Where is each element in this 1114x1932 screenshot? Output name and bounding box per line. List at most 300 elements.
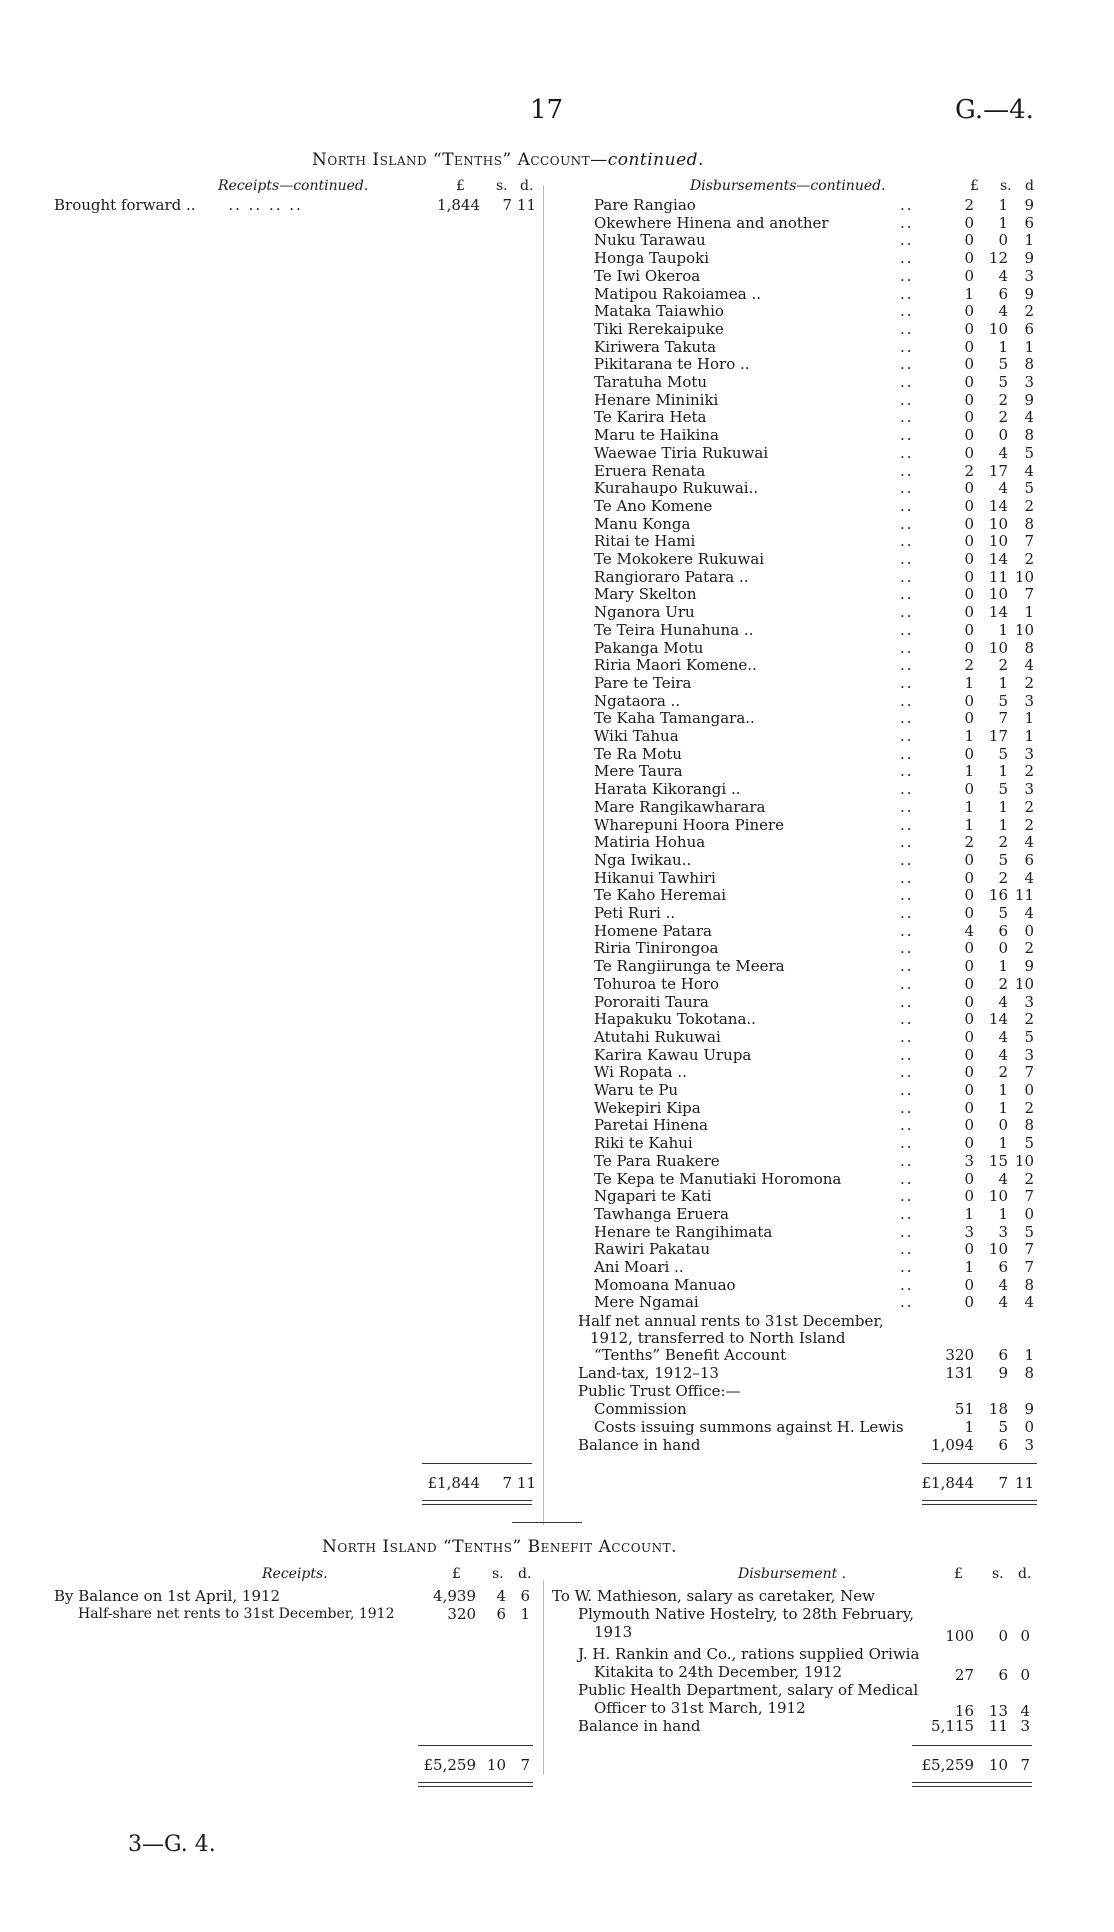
amount-shillings: 1 <box>998 621 1008 639</box>
amount-pence: 0 <box>1024 922 1034 940</box>
payee-name: Nuku Tarawau <box>594 231 706 249</box>
amount-pence: 4 <box>1024 869 1034 887</box>
amount-pounds: 0 <box>964 568 974 586</box>
total-pence: 11 <box>516 1474 536 1492</box>
amount-pounds: 320 <box>945 1346 974 1364</box>
leader-dots: .. <box>900 231 914 249</box>
payee-name: Mare Rangikawharara <box>594 798 766 816</box>
page-footer: 3—G. 4. <box>128 1832 216 1857</box>
amount-pounds: 16 <box>954 1702 974 1720</box>
total-double-rule-left <box>422 1500 532 1505</box>
amount-shillings: 9 <box>998 1364 1008 1382</box>
amount-pounds: 0 <box>964 975 974 993</box>
payee-name: Wi Ropata .. <box>594 1063 687 1081</box>
amount-pounds: 4 <box>964 922 974 940</box>
amount-pence: 10 <box>1014 621 1034 639</box>
amount-pounds: 1 <box>964 285 974 303</box>
total-shillings: 7 <box>998 1474 1008 1492</box>
amount-shillings: 4 <box>998 267 1008 285</box>
amount-pounds: 0 <box>964 1099 974 1117</box>
amount-pence: 2 <box>1024 939 1034 957</box>
amount-pounds: 0 <box>964 515 974 533</box>
amount-pence: 2 <box>1024 798 1034 816</box>
amount-shillings: 1 <box>998 1205 1008 1223</box>
total-pence: 7 <box>1020 1756 1030 1774</box>
leader-dots: .. <box>900 957 914 975</box>
amount-shillings: 5 <box>998 780 1008 798</box>
amount-shillings: 11 <box>988 1717 1008 1735</box>
total-pence: 7 <box>520 1756 530 1774</box>
amount-pounds: 0 <box>964 391 974 409</box>
leader-dots: .. <box>900 1205 914 1223</box>
amount-pounds: 1 <box>964 1258 974 1276</box>
amount-pence: 8 <box>1024 639 1034 657</box>
amount-pence: 1 <box>1024 709 1034 727</box>
amount-pence: 2 <box>1024 1099 1034 1117</box>
payee-name: Paretai Hinena <box>594 1116 708 1134</box>
amount-shillings: 6 <box>998 285 1008 303</box>
amount-pence: 6 <box>520 1587 530 1605</box>
leader-dots: .. <box>900 1063 914 1081</box>
amount-shillings: 5 <box>998 851 1008 869</box>
col-pounds: £ <box>456 178 465 194</box>
amount-pounds: 1 <box>964 1418 974 1436</box>
amount-pence: 8 <box>1024 1276 1034 1294</box>
amount-pence: 9 <box>1024 196 1034 214</box>
payee-name: Atutahi Rukuwai <box>594 1028 721 1046</box>
leader-dots: .. <box>900 692 914 710</box>
amount-pence: 8 <box>1024 1364 1034 1382</box>
leader-dots: .. <box>900 1170 914 1188</box>
amount-pounds: 3 <box>964 1152 974 1170</box>
title-part: Account— <box>517 150 608 170</box>
amount-pounds: 0 <box>964 1010 974 1028</box>
payee-name: Te Teira Hunahuna .. <box>594 621 754 639</box>
leader-dots: .. <box>900 1134 914 1152</box>
amount-pounds: 1 <box>964 1205 974 1223</box>
page-number: 17 <box>530 95 564 125</box>
leader-dots: .. <box>900 444 914 462</box>
amount-pounds: 0 <box>964 214 974 232</box>
amount-pence: 1 <box>1024 1346 1034 1364</box>
amount-shillings: 2 <box>998 391 1008 409</box>
leader-dots: .. <box>900 1258 914 1276</box>
amount-shillings: 14 <box>988 1010 1008 1028</box>
amount-pence: 0 <box>1024 1205 1034 1223</box>
amount-pounds: 0 <box>964 1276 974 1294</box>
benefit-disbursement-header: Disbursement . <box>738 1566 847 1582</box>
amount-shillings: 17 <box>988 727 1008 745</box>
amount-pence: 6 <box>1024 214 1034 232</box>
costs-label: Costs issuing summons against H. Lewis <box>594 1418 904 1436</box>
amount-pence: 1 <box>1024 727 1034 745</box>
amount-pounds: 0 <box>964 621 974 639</box>
amount-shillings: 5 <box>998 1418 1008 1436</box>
column-divider <box>543 1580 544 1775</box>
total-shillings: 10 <box>486 1756 506 1774</box>
benefit-d3-line-2: Officer to 31st March, 1912 <box>594 1699 806 1717</box>
amount-pounds: 0 <box>964 532 974 550</box>
amount-pounds: 0 <box>964 639 974 657</box>
payee-name: Tiki Rerekaipuke <box>594 320 724 338</box>
amount-pence: 9 <box>1024 249 1034 267</box>
amount-pence: 7 <box>1024 532 1034 550</box>
amount-pence: 11 <box>1014 886 1034 904</box>
amount-shillings: 10 <box>988 515 1008 533</box>
amount-shillings: 6 <box>496 1605 506 1623</box>
public-trust-office-label: Public Trust Office:— <box>578 1382 741 1400</box>
amount-pence: 10 <box>1014 568 1034 586</box>
land-tax-label: Land-tax, 1912–13 <box>578 1364 719 1382</box>
total-pounds: £1,844 <box>921 1474 974 1492</box>
amount-pounds: 0 <box>964 1081 974 1099</box>
amount-pounds: 0 <box>964 603 974 621</box>
amount-pence: 4 <box>1020 1702 1030 1720</box>
payee-name: Honga Taupoki <box>594 249 710 267</box>
amount-shillings: 4 <box>998 1293 1008 1311</box>
amount-pence: 1 <box>1024 231 1034 249</box>
amount-pounds: 131 <box>945 1364 974 1382</box>
leader-dots: .. <box>900 1152 914 1170</box>
receipt-pounds: 1,844 <box>437 196 480 214</box>
amount-shillings: 4 <box>998 302 1008 320</box>
leader-dots: .. <box>900 355 914 373</box>
leader-dots: .. <box>900 833 914 851</box>
leader-dots: .. <box>900 285 914 303</box>
leader-dots: .. <box>900 922 914 940</box>
amount-pence: 5 <box>1024 444 1034 462</box>
half-rents-line-2: 1912, transferred to North Island <box>590 1329 846 1347</box>
payee-name: Riria Tinirongoa <box>594 939 719 957</box>
amount-shillings: 1 <box>998 1134 1008 1152</box>
leader-dots: .. <box>900 621 914 639</box>
total-pounds: £5,259 <box>921 1756 974 1774</box>
amount-pence: 6 <box>1024 851 1034 869</box>
amount-pence: 4 <box>1024 462 1034 480</box>
amount-pounds: 0 <box>964 550 974 568</box>
amount-pence: 8 <box>1024 355 1034 373</box>
leader-dots: .. <box>900 975 914 993</box>
amount-shillings: 6 <box>998 1666 1008 1684</box>
amount-shillings: 1 <box>998 762 1008 780</box>
amount-pounds: 1 <box>964 727 974 745</box>
leader-dots: .. <box>900 1223 914 1241</box>
amount-pence: 7 <box>1024 585 1034 603</box>
amount-pence: 8 <box>1024 1116 1034 1134</box>
payee-name: Ngataora .. <box>594 692 681 710</box>
benefit-d4-label: Balance in hand <box>578 1717 701 1735</box>
payee-name: Te Karira Heta <box>594 408 707 426</box>
leader-dots: .. <box>900 762 914 780</box>
benefit-receipts-header: Receipts. <box>262 1566 328 1582</box>
leader-dots: .. <box>900 214 914 232</box>
leader-dots: .. <box>900 338 914 356</box>
leader-dots: .. <box>900 1099 914 1117</box>
amount-shillings: 2 <box>998 869 1008 887</box>
benefit-account-title <box>322 1537 677 1557</box>
amount-shillings: 2 <box>998 975 1008 993</box>
amount-pence: 5 <box>1024 1134 1034 1152</box>
payee-name: Hapakuku Tokotana.. <box>594 1010 756 1028</box>
benefit-d2-line-1: J. H. Rankin and Co., rations supplied Oriwia <box>578 1645 920 1663</box>
amount-pence: 0 <box>1020 1666 1030 1684</box>
amount-pounds: 0 <box>964 886 974 904</box>
benefit-total-rule-right <box>912 1745 1032 1746</box>
amount-shillings: 10 <box>988 639 1008 657</box>
leader-dots: .. <box>900 993 914 1011</box>
amount-pounds: 0 <box>964 692 974 710</box>
amount-pounds: 0 <box>964 249 974 267</box>
payee-name: Okewhere Hinena and another <box>594 214 829 232</box>
amount-shillings: 5 <box>998 692 1008 710</box>
amount-pence: 4 <box>1024 1293 1034 1311</box>
amount-shillings: 18 <box>988 1400 1008 1418</box>
amount-shillings: 1 <box>998 214 1008 232</box>
payee-name: Pare te Teira <box>594 674 692 692</box>
amount-shillings: 1 <box>998 816 1008 834</box>
leader-dots: .. <box>900 939 914 957</box>
leader-dots: .. <box>900 426 914 444</box>
leader-dots: .. <box>900 816 914 834</box>
payee-name: Waru te Pu <box>594 1081 679 1099</box>
amount-shillings: 10 <box>988 532 1008 550</box>
benefit-total-double-rule-left <box>418 1782 533 1787</box>
leader-dots: .. <box>900 373 914 391</box>
col-shillings: s. <box>992 1566 1004 1582</box>
amount-shillings: 4 <box>998 993 1008 1011</box>
amount-pence: 1 <box>1024 603 1034 621</box>
amount-shillings: 4 <box>998 1276 1008 1294</box>
amount-shillings: 0 <box>998 426 1008 444</box>
amount-shillings: 2 <box>998 833 1008 851</box>
payee-name: Wekepiri Kipa <box>594 1099 701 1117</box>
amount-pounds: 2 <box>964 656 974 674</box>
balance-label: Balance in hand <box>578 1436 701 1454</box>
leader-dots: .. <box>900 1010 914 1028</box>
benefit-d1-line-2: Plymouth Native Hostelry, to 28th February, <box>578 1605 915 1623</box>
payee-name: Tohuroa te Horo <box>594 975 720 993</box>
amount-pounds: 0 <box>964 1046 974 1064</box>
commission-label: Commission <box>594 1400 687 1418</box>
amount-shillings: 0 <box>998 939 1008 957</box>
amount-pounds: 0 <box>964 373 974 391</box>
amount-shillings: 10 <box>988 1187 1008 1205</box>
title-part: North Island <box>312 150 428 170</box>
amount-pence: 3 <box>1024 692 1034 710</box>
amount-shillings: 5 <box>998 373 1008 391</box>
amount-shillings: 1 <box>998 196 1008 214</box>
amount-shillings: 0 <box>998 1627 1008 1645</box>
payee-name: Nganora Uru <box>594 603 695 621</box>
payee-name: Harata Kikorangi .. <box>594 780 741 798</box>
leader-dots: .. <box>900 798 914 816</box>
leader-dots: .. <box>900 408 914 426</box>
payee-name: Henare te Rangihimata <box>594 1223 773 1241</box>
payee-name: Te Mokokere Rukuwai <box>594 550 765 568</box>
amount-pence: 8 <box>1024 426 1034 444</box>
amount-shillings: 1 <box>998 674 1008 692</box>
amount-shillings: 5 <box>998 745 1008 763</box>
amount-pounds: 0 <box>964 585 974 603</box>
amount-pence: 4 <box>1024 833 1034 851</box>
amount-pence: 3 <box>1024 993 1034 1011</box>
payee-name: Pikitarana te Horo .. <box>594 355 750 373</box>
amount-shillings: 6 <box>998 1346 1008 1364</box>
amount-pence: 1 <box>520 1605 530 1623</box>
leader-dots: .. <box>900 780 914 798</box>
leader-dots: .. <box>900 462 914 480</box>
benefit-d2-line-2: Kitakita to 24th December, 1912 <box>594 1663 843 1681</box>
payee-name: Kurahaupo Rukuwai.. <box>594 479 759 497</box>
title-part: continued. <box>607 150 704 170</box>
payee-name: Karira Kawau Urupa <box>594 1046 752 1064</box>
amount-pounds: 0 <box>964 355 974 373</box>
leader-dots: .. <box>900 727 914 745</box>
leader-dots: .. <box>900 302 914 320</box>
amount-shillings: 5 <box>998 904 1008 922</box>
amount-pence: 2 <box>1024 762 1034 780</box>
payee-name: Te Ra Motu <box>594 745 682 763</box>
leader-dots: .. <box>900 1276 914 1294</box>
title-part: “Tenths” <box>433 150 512 170</box>
amount-pence: 3 <box>1024 373 1034 391</box>
amount-pounds: 0 <box>964 479 974 497</box>
amount-pounds: 27 <box>954 1666 974 1684</box>
amount-shillings: 13 <box>988 1702 1008 1720</box>
amount-pence: 9 <box>1024 1400 1034 1418</box>
col-pounds: £ <box>452 1566 461 1582</box>
payee-name: Te Kaha Tamangara.. <box>594 709 755 727</box>
payee-name: Te Ano Komene <box>594 497 713 515</box>
benefit-receipt-1-label: By Balance on 1st April, 1912 <box>54 1587 281 1605</box>
benefit-d1-line-3: 1913 <box>594 1623 633 1641</box>
leader-dots: .. <box>900 550 914 568</box>
payee-name: Pororaiti Taura <box>594 993 709 1011</box>
payee-name: Mere Ngamai <box>594 1293 699 1311</box>
amount-pence: 5 <box>1024 479 1034 497</box>
amount-pounds: 0 <box>964 426 974 444</box>
leader-dots: .. <box>900 515 914 533</box>
amount-pounds: 0 <box>964 267 974 285</box>
amount-pence: 1 <box>1024 338 1034 356</box>
half-rents-line-1: Half net annual rents to 31st December, <box>578 1312 884 1330</box>
amount-pounds: 0 <box>964 408 974 426</box>
amount-pounds: 1 <box>964 798 974 816</box>
col-pounds: £ <box>954 1566 963 1582</box>
receipt-label: Brought forward .. <box>54 196 196 214</box>
payee-name: Rangioraro Patara .. <box>594 568 749 586</box>
payee-name: Wiki Tahua <box>594 727 679 745</box>
amount-shillings: 1 <box>998 798 1008 816</box>
payee-name: Rawiri Pakatau <box>594 1240 710 1258</box>
leader-dots: .. <box>900 1028 914 1046</box>
amount-shillings: 2 <box>998 1063 1008 1081</box>
total-pounds: £1,844 <box>427 1474 480 1492</box>
payee-name: Matipou Rakoiamea .. <box>594 285 761 303</box>
amount-pounds: 320 <box>447 1605 476 1623</box>
payee-name: Riki te Kahui <box>594 1134 693 1152</box>
amount-shillings: 10 <box>988 585 1008 603</box>
amount-shillings: 1 <box>998 1081 1008 1099</box>
col-pence: d. <box>520 178 534 194</box>
leader-dots: .. <box>900 674 914 692</box>
title-part: North Island <box>322 1537 438 1557</box>
amount-pence: 10 <box>1014 1152 1034 1170</box>
amount-pounds: 4,939 <box>433 1587 476 1605</box>
amount-pence: 2 <box>1024 1010 1034 1028</box>
amount-pounds: 0 <box>964 1134 974 1152</box>
amount-pounds: 1 <box>964 674 974 692</box>
half-rents-line-3: “Tenths” Benefit Account <box>594 1346 787 1364</box>
benefit-receipt-2-label: Half-share net rents to 31st December, 1912 <box>78 1606 395 1622</box>
leader-dots: .. <box>900 267 914 285</box>
amount-shillings: 5 <box>998 355 1008 373</box>
amount-pounds: 0 <box>964 320 974 338</box>
amount-pence: 5 <box>1024 1028 1034 1046</box>
tenths-account-title <box>312 150 704 170</box>
amount-pence: 4 <box>1024 408 1034 426</box>
leader-dots: .. <box>900 1116 914 1134</box>
amount-pounds: 0 <box>964 1187 974 1205</box>
amount-shillings: 6 <box>998 1436 1008 1454</box>
amount-pounds: 0 <box>964 993 974 1011</box>
leader-dots: .. <box>900 851 914 869</box>
leader-dots: .. <box>900 1240 914 1258</box>
amount-pounds: 5,115 <box>931 1717 974 1735</box>
amount-shillings: 4 <box>998 1046 1008 1064</box>
payee-name: Maru te Haikina <box>594 426 719 444</box>
amount-shillings: 2 <box>998 408 1008 426</box>
payee-name: Pakanga Motu <box>594 639 704 657</box>
amount-pence: 2 <box>1024 674 1034 692</box>
amount-pence: 3 <box>1024 1436 1034 1454</box>
payee-name: Te Rangiirunga te Meera <box>594 957 785 975</box>
amount-pence: 10 <box>1014 975 1034 993</box>
amount-pence: 6 <box>1024 320 1034 338</box>
payee-name: Te Iwi Okeroa <box>594 267 701 285</box>
column-divider <box>543 185 544 1525</box>
amount-pounds: 1 <box>964 762 974 780</box>
total-rule-left <box>422 1463 532 1464</box>
disbursements-header: Disbursements—continued. <box>690 178 886 194</box>
payee-name: Ani Moari .. <box>594 1258 684 1276</box>
payee-name: Momoana Manuao <box>594 1276 736 1294</box>
payee-name: Taratuha Motu <box>594 373 708 391</box>
amount-pounds: 0 <box>964 444 974 462</box>
leader-dots: .. <box>900 249 914 267</box>
section-separator <box>512 1522 582 1523</box>
amount-pence: 7 <box>1024 1063 1034 1081</box>
leader-dots: .. <box>900 656 914 674</box>
payee-name: Tawhanga Eruera <box>594 1205 729 1223</box>
amount-pounds: 0 <box>964 497 974 515</box>
col-shillings: s. <box>496 178 508 194</box>
amount-pounds: 0 <box>964 231 974 249</box>
receipt-brought-forward <box>54 197 303 214</box>
amount-pounds: 0 <box>964 851 974 869</box>
leader-dots: .. <box>900 479 914 497</box>
amount-pounds: 0 <box>964 1116 974 1134</box>
payee-name: Waewae Tiria Rukuwai <box>594 444 769 462</box>
title-part: “Tenths” <box>443 1537 522 1557</box>
amount-pounds: 0 <box>964 302 974 320</box>
amount-pounds: 0 <box>964 939 974 957</box>
amount-shillings: 12 <box>988 249 1008 267</box>
leader-dots: .. <box>900 745 914 763</box>
leader-dots: .. <box>900 391 914 409</box>
amount-shillings: 1 <box>998 338 1008 356</box>
amount-shillings: 4 <box>998 479 1008 497</box>
